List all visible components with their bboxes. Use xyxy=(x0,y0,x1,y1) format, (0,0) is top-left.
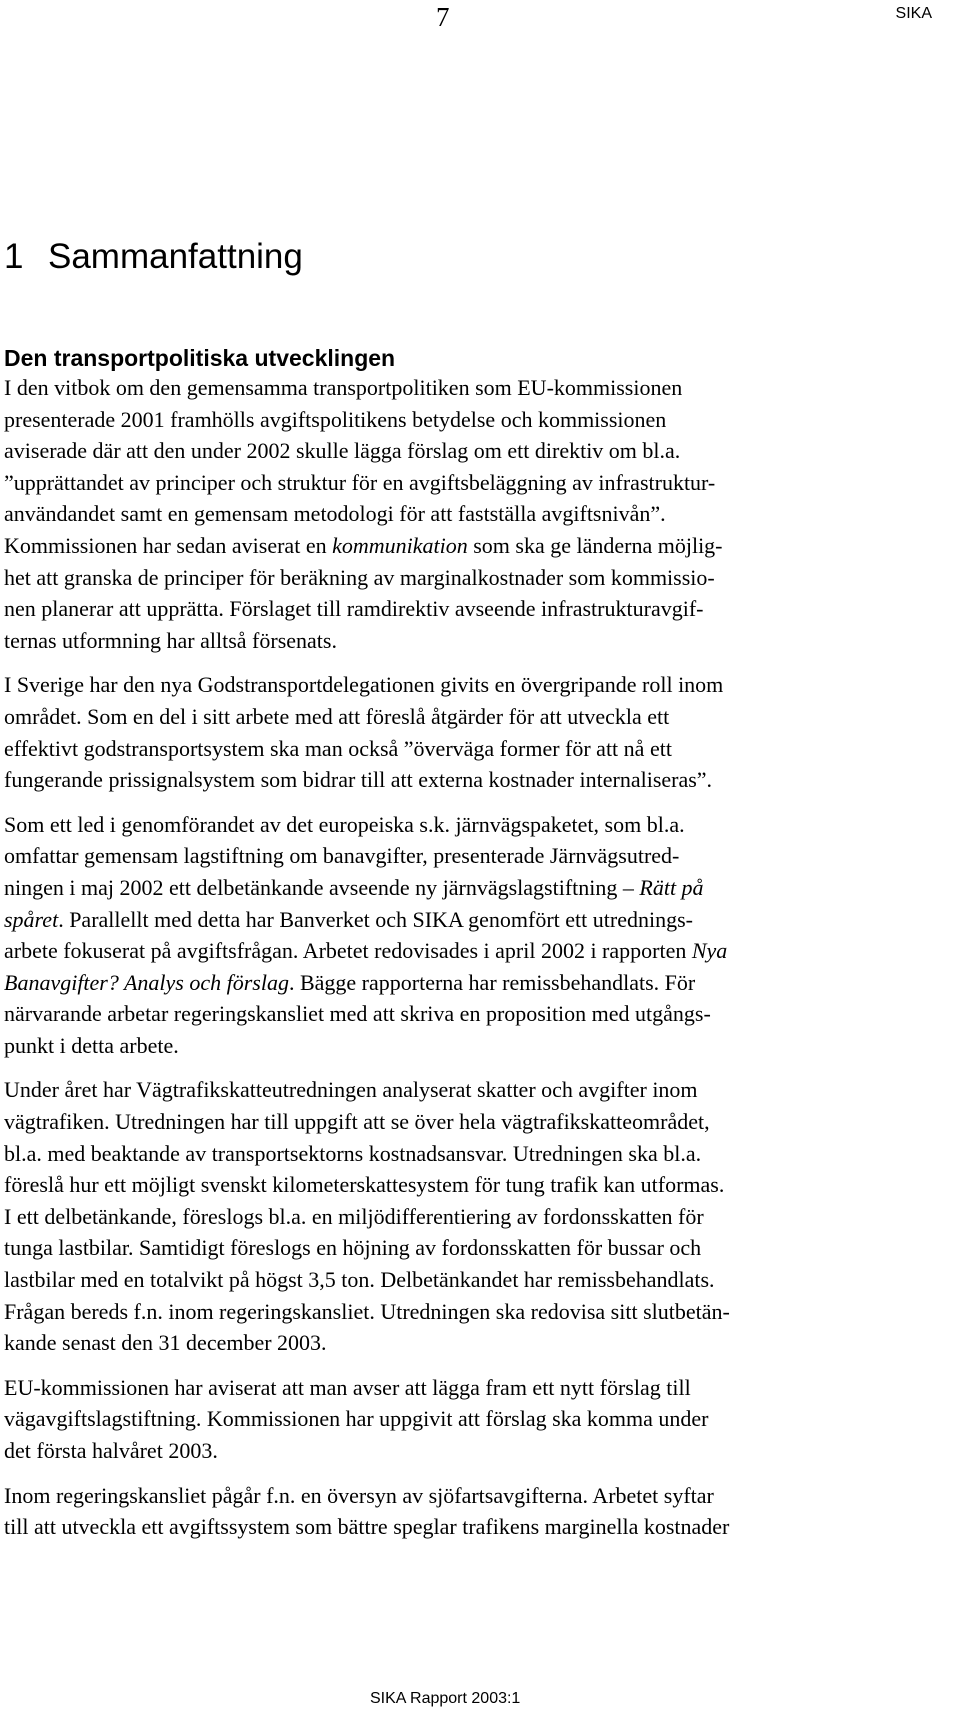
text-line: nen planerar att upprätta. Förslaget till ramdirektiv avseende infrastrukturavgif- xyxy=(4,596,704,622)
text-line: punkt i detta arbete. xyxy=(4,1032,179,1058)
text-run: arbete fokuserat på avgiftsfrågan. Arbetet redovisades i april 2002 i rapporten xyxy=(4,938,692,964)
text-line: bl.a. med beaktande av transportsektorns kostnadsansvar. Utredningen ska bl.a. xyxy=(4,1140,702,1166)
text-line: vägtrafiken. Utredningen har till uppgift att se över hela vägtrafikskatteområdet, xyxy=(4,1109,710,1135)
section-heading: Den transportpolitiska utvecklingen xyxy=(4,345,396,371)
text-run: . Parallellt med detta har Banverket och SIKA genomfört ett utrednings- xyxy=(58,906,693,932)
text-line: ternas utformning har alltså försenats. xyxy=(4,627,337,653)
text-line: I ett delbetänkande, föreslogs bl.a. en miljödifferentiering av fordonsskatten för xyxy=(4,1203,704,1229)
text-line: aviserade där att den under 2002 skulle lägga förslag om ett direktiv om bl.a. xyxy=(4,438,681,464)
running-header: SIKA xyxy=(895,5,932,22)
text-run: ningen i maj 2002 ett delbetänkande avseende ny järnvägslagstiftning – xyxy=(4,874,640,900)
body-paragraph xyxy=(4,809,904,1062)
text-line: det första halvåret 2003. xyxy=(4,1438,218,1463)
emphasized-text: kommunikation xyxy=(332,532,468,558)
text-line: området. Som en del i sitt arbete med att föreslå åtgärder för att utveckla ett xyxy=(4,703,670,729)
text-line: till att utveckla ett avgiftssystem som bättre speglar trafikens marginella kostnader xyxy=(4,1514,730,1540)
text-run: . Bägge rapporterna har remissbehandlats. För xyxy=(288,969,696,995)
text-line: EU-kommissionen har aviserat att man avser att lägga fram ett nytt förslag till xyxy=(4,1374,691,1400)
body-text xyxy=(4,372,904,1556)
text-line: tunga lastbilar. Samtidigt föreslogs en höjning av fordonsskatten för bussar och xyxy=(4,1235,702,1261)
text-line: kande senast den 31 december 2003. xyxy=(4,1330,327,1356)
body-paragraph xyxy=(4,1372,904,1467)
body-paragraph xyxy=(4,1480,904,1543)
text-line xyxy=(4,935,904,967)
text-line: vägavgiftslagstiftning. Kommissionen har uppgivit att förslag ska komma under xyxy=(4,1406,709,1432)
text-line: het att granska de principer för beräkning av marginalkostnader som kommissio- xyxy=(4,564,715,590)
emphasized-text: Rätt på xyxy=(639,874,704,900)
chapter-number: 1 xyxy=(4,237,24,276)
running-footer: SIKA Rapport 2003:1 xyxy=(370,1690,521,1707)
body-paragraph xyxy=(4,669,904,795)
text-line: föreslå hur ett möjligt svenskt kilometerskattesystem för tung trafik kan utformas. xyxy=(4,1172,725,1198)
text-line: Inom regeringskansliet pågår f.n. en översyn av sjöfartsavgifterna. Arbetet syftar xyxy=(4,1482,714,1508)
text-line: fungerande prissignalsystem som bidrar till att externa kostnader internaliseras”. xyxy=(4,767,713,793)
text-line xyxy=(4,530,904,562)
text-line: I Sverige har den nya Godstransportdelegationen givits en övergripande roll inom xyxy=(4,672,724,698)
page-number: 7 xyxy=(436,2,450,32)
text-line xyxy=(4,967,904,999)
emphasized-text: spåret xyxy=(4,906,59,932)
emphasized-text: Banavgifter? Analys och förslag xyxy=(4,969,289,995)
text-line: Under året har Vägtrafikskatteutredningen analyserat skatter och avgifter inom xyxy=(4,1077,698,1103)
text-line: lastbilar med en totalvikt på högst 3,5 ton. Delbetänkandet har remissbehandlats. xyxy=(4,1267,715,1293)
emphasized-text: Nya xyxy=(691,938,728,964)
chapter-title-text: Sammanfattning xyxy=(48,237,303,276)
body-paragraph xyxy=(4,372,904,656)
text-run: som ska ge länderna möjlig- xyxy=(467,532,723,558)
text-line: effektivt godstransportsystem ska man också ”överväga former för att nå ett xyxy=(4,735,672,761)
text-line xyxy=(4,904,904,936)
text-line: I den vitbok om den gemensamma transportpolitiken som EU-kommissionen xyxy=(4,375,683,400)
text-line: Frågan bereds f.n. inom regeringskansliet. Utredningen ska redovisa sitt slutbetän- xyxy=(4,1298,730,1324)
text-line: presenterade 2001 framhölls avgiftspolitikens betydelse och kommissionen xyxy=(4,406,667,432)
text-line: Som ett led i genomförandet av det europeiska s.k. järnvägspaketet, som bl.a. xyxy=(4,811,685,837)
text-line: ”upprättandet av principer och struktur för en avgiftsbeläggning av infrastruktur- xyxy=(4,469,716,495)
text-run: Kommissionen har sedan aviserat en xyxy=(4,532,333,558)
body-paragraph xyxy=(4,1074,904,1358)
text-line: omfattar gemensam lagstiftning om banavgifter, presenterade Järnvägsutred- xyxy=(4,843,680,869)
chapter-title xyxy=(4,236,303,278)
text-line: närvarande arbetar regeringskansliet med att skriva en proposition med utgångs- xyxy=(4,1001,711,1027)
text-line: användandet samt en gemensam metodologi för att fastställa avgiftsnivån”. xyxy=(4,501,666,527)
text-line xyxy=(4,872,904,904)
